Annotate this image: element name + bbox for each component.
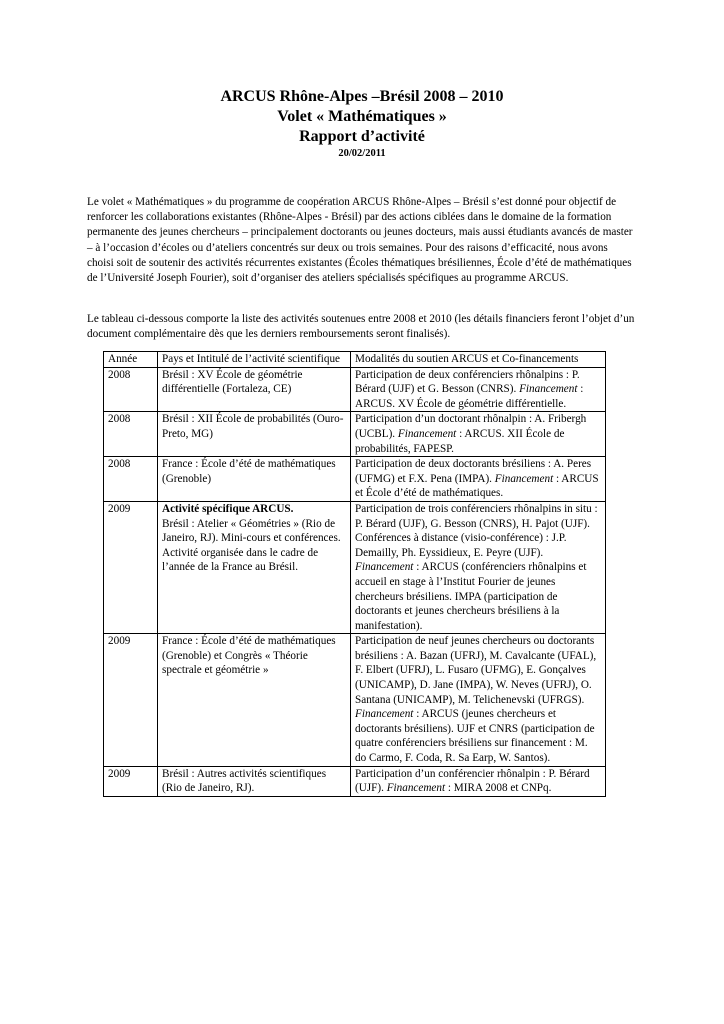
table-row	[104, 412, 606, 457]
header-activity: Pays et Intitulé de l’activité scientifique	[158, 352, 351, 368]
support-text: Participation de deux doctorants brésiliens : A. Peres (UFMG) et F.X. Pena (IMPA).	[355, 458, 592, 485]
header-year: Année	[104, 352, 158, 368]
row-activity	[158, 367, 351, 412]
table-body	[104, 367, 606, 796]
table-intro-paragraph: Le tableau ci-dessous comporte la liste des activités soutenues entre 2008 et 2010 (les détails financiers feront l’objet d’un document complémentaire dès que les derniers remboursements seront finalisés).	[87, 313, 635, 341]
report-date: 20/02/2011	[338, 148, 386, 159]
activity-highlight: Activité spécifique ARCUS.	[162, 502, 294, 515]
row-activity	[158, 634, 351, 766]
table-row	[104, 634, 606, 766]
activity-text: Brésil : XII École de probabilités (Ouro-Preto, MG)	[162, 413, 344, 440]
title-line-3: Rapport d’activité	[299, 128, 425, 145]
financement-text: : ARCUS. XV École de géométrie différentielle.	[355, 383, 584, 410]
activity-text: Brésil : XV École de géométrie différentielle (Fortaleza, CE)	[162, 368, 303, 396]
financement-text: : ARCUS (jeunes chercheurs et doctorants brésiliens). UJF et CNRS (participation de quatre conférenciers brésiliens sur financement : M. do Carmo, F. Coda, R. Sa Earp, W. Santos).	[355, 708, 595, 765]
support-text: Participation de trois conférenciers rhônalpins in situ : P. Bérard (UJF), G. Besson (CNRS), H. Pajot (UJF). Conférences à distance (visio-conférence) : J.P. Demailly, Ph. Eyssidieux, E. Peyre (UJF).	[355, 502, 598, 559]
header-support: Modalités du soutien ARCUS et Co-financements	[351, 352, 606, 368]
intro-paragraph: Le volet « Mathématiques » du programme de coopération ARCUS Rhône-Alpes – Brésil s’est donné pour objectif de renforcer les collaborations existantes (Rhône-Alpes - Brésil) par des actions ciblées dans le domaine de la formation permanente des jeunes chercheurs – principalement doctorants ou jeunes docteurs, mais aussi étudiants avancés de master – à l’occasion d’écoles ou d’ateliers concentrés sur deux ou trois semaines. Pour des raisons d’efficacité, nous avons choisi soit de soutenir des activités récurrentes existantes (Écoles thématiques brésiliennes, École d’été de mathématiques de l’Université Joseph Fourier), soit d’organiser des ateliers spécialisés spécifiques au programme ARCUS.	[87, 196, 633, 285]
activity-text: Brésil : Atelier « Géométries » (Rio de Janeiro, RJ). Mini-cours et conférences. Activité organisée dans le cadre de l’année de la France au Brésil.	[162, 517, 341, 574]
row-year: 2008	[104, 412, 158, 457]
table-row	[104, 766, 606, 796]
row-year: 2009	[104, 501, 158, 633]
document-header	[0, 87, 724, 161]
financement-label: Financement	[397, 427, 457, 440]
row-support	[351, 412, 606, 457]
financement-label: Financement	[494, 472, 554, 485]
title-line-1: ARCUS Rhône-Alpes –Brésil 2008 – 2010	[220, 88, 504, 105]
activity-text: France : École d’été de mathématiques (Grenoble)	[162, 458, 336, 485]
table-row	[104, 501, 606, 633]
row-activity	[158, 457, 351, 502]
financement-label: Financement	[355, 708, 414, 721]
row-activity	[158, 501, 351, 633]
support-text: Participation d’un doctorant rhônalpin : A. Fribergh (UCBL).	[355, 413, 587, 440]
table-header-row	[104, 352, 606, 368]
support-text: Participation d’un conférencier rhônalpin : P. Bérard (UJF).	[355, 767, 590, 795]
row-year: 2008	[104, 457, 158, 502]
row-support	[351, 367, 606, 412]
row-support	[351, 766, 606, 796]
row-support	[351, 501, 606, 633]
support-text: Participation de deux conférenciers rhônalpins : P. Bérard (UJF) et G. Besson (CNRS).	[355, 368, 580, 396]
row-year: 2008	[104, 367, 158, 412]
financement-text: : ARCUS (conférenciers rhônalpins et accueil en stage à l’Institut Fourier de jeunes chercheurs brésiliens. IMPA (participation de doctorants et jeunes chercheurs brésiliens à la manifestation).	[355, 561, 587, 632]
financement-text: : MIRA 2008 et CNPq.	[445, 782, 552, 795]
row-year: 2009	[104, 766, 158, 796]
financement-label: Financement	[386, 782, 446, 795]
row-year: 2009	[104, 634, 158, 766]
row-support	[351, 457, 606, 502]
financement-label: Financement	[355, 561, 414, 574]
activity-text: Brésil : Autres activités scientifiques (Rio de Janeiro, RJ).	[162, 767, 327, 795]
table-row	[104, 457, 606, 502]
support-text: Participation de neuf jeunes chercheurs ou doctorants brésiliens : A. Bazan (UFRJ), M. Cavalcante (UFAL), F. Elbert (UFRJ), L. Fusaro (UFMG), E. Gonçalves (UNICAMP), D. Jane (IMPA), W. Neves (UFRJ), O. Santana (UNICAMP), M. Telichenevski (UFRGS).	[355, 635, 597, 706]
table-row	[104, 367, 606, 412]
financement-text: : ARCUS. XII École de probabilités, FAPESP.	[355, 427, 565, 455]
financement-text: : ARCUS et École d’été de mathématiques.	[355, 472, 599, 500]
row-activity	[158, 412, 351, 457]
row-support	[351, 634, 606, 766]
activities-table	[103, 351, 606, 797]
financement-label: Financement	[519, 383, 578, 396]
title-line-2: Volet « Mathématiques »	[277, 108, 447, 125]
row-activity	[158, 766, 351, 796]
activity-text: France : École d’été de mathématiques (Grenoble) et Congrès « Théorie spectrale et géométrie »	[162, 635, 336, 677]
